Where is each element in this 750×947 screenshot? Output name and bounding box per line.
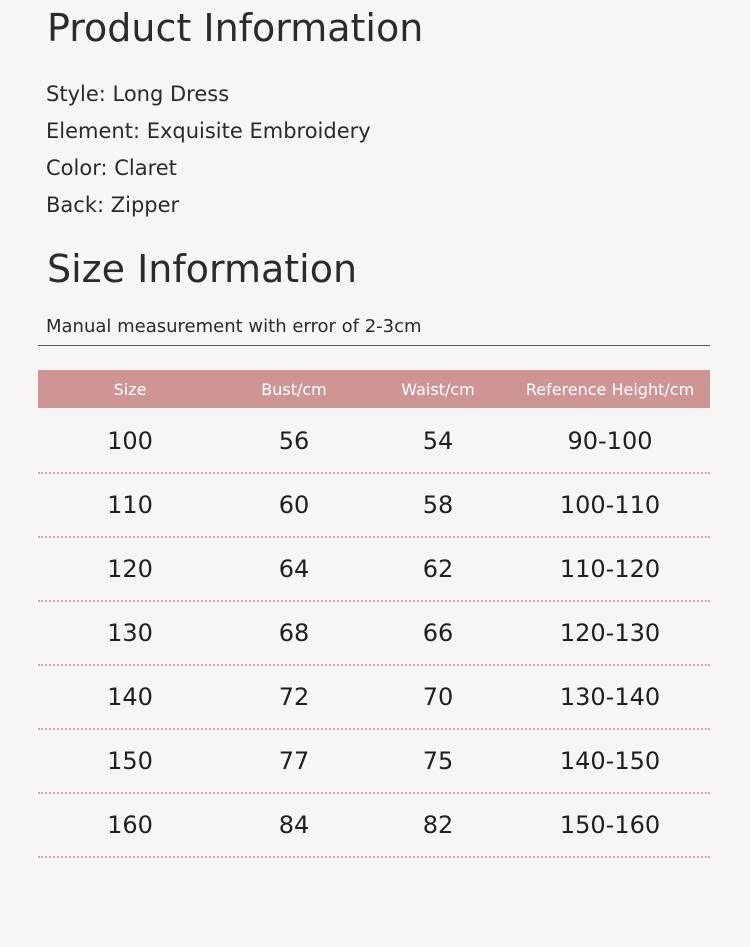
size-information-title: Size Information	[47, 247, 358, 291]
size-table	[38, 370, 710, 858]
cell-size: 120	[107, 555, 153, 583]
column-header-bust: Bust/cm	[261, 379, 327, 399]
cell-waist: 66	[422, 619, 454, 647]
cell-waist: 62	[422, 555, 454, 583]
cell-bust: 64	[278, 555, 310, 583]
cell-size: 130	[107, 619, 153, 647]
cell-bust: 68	[278, 619, 310, 647]
cell-waist: 75	[422, 747, 454, 775]
cell-size: 160	[107, 811, 153, 839]
table-row	[38, 538, 710, 602]
cell-height: 120-130	[559, 619, 661, 647]
attribute-back: Back: Zipper	[46, 193, 180, 217]
cell-bust: 60	[278, 491, 310, 519]
divider-line	[38, 345, 710, 346]
cell-height: 140-150	[559, 747, 661, 775]
table-row	[38, 666, 710, 730]
cell-waist: 82	[422, 811, 454, 839]
cell-height: 130-140	[559, 683, 661, 711]
column-header-size: Size	[113, 379, 147, 399]
table-row	[38, 730, 710, 794]
cell-size: 100	[107, 427, 153, 455]
attribute-element: Element: Exquisite Embroidery	[46, 119, 371, 143]
measurement-note: Manual measurement with error of 2-3cm	[46, 316, 422, 337]
column-header-reference-height: Reference Height/cm	[525, 379, 695, 399]
product-information-title: Product Information	[47, 6, 424, 50]
attribute-style: Style: Long Dress	[46, 82, 230, 106]
cell-size: 150	[107, 747, 153, 775]
table-row	[38, 602, 710, 666]
cell-height: 90-100	[567, 427, 653, 455]
cell-bust: 84	[278, 811, 310, 839]
cell-bust: 77	[278, 747, 310, 775]
size-table-header	[38, 370, 710, 408]
cell-height: 110-120	[559, 555, 661, 583]
product-attributes-list	[46, 76, 371, 224]
attribute-color: Color: Claret	[46, 156, 177, 180]
cell-waist: 70	[422, 683, 454, 711]
cell-height: 150-160	[559, 811, 661, 839]
cell-height: 100-110	[559, 491, 661, 519]
table-row	[38, 794, 710, 858]
cell-waist: 54	[422, 427, 454, 455]
cell-size: 110	[107, 491, 153, 519]
table-row	[38, 474, 710, 538]
table-row	[38, 410, 710, 474]
cell-waist: 58	[422, 491, 454, 519]
cell-size: 140	[107, 683, 153, 711]
cell-bust: 72	[278, 683, 310, 711]
cell-bust: 56	[278, 427, 310, 455]
column-header-waist: Waist/cm	[401, 379, 475, 399]
